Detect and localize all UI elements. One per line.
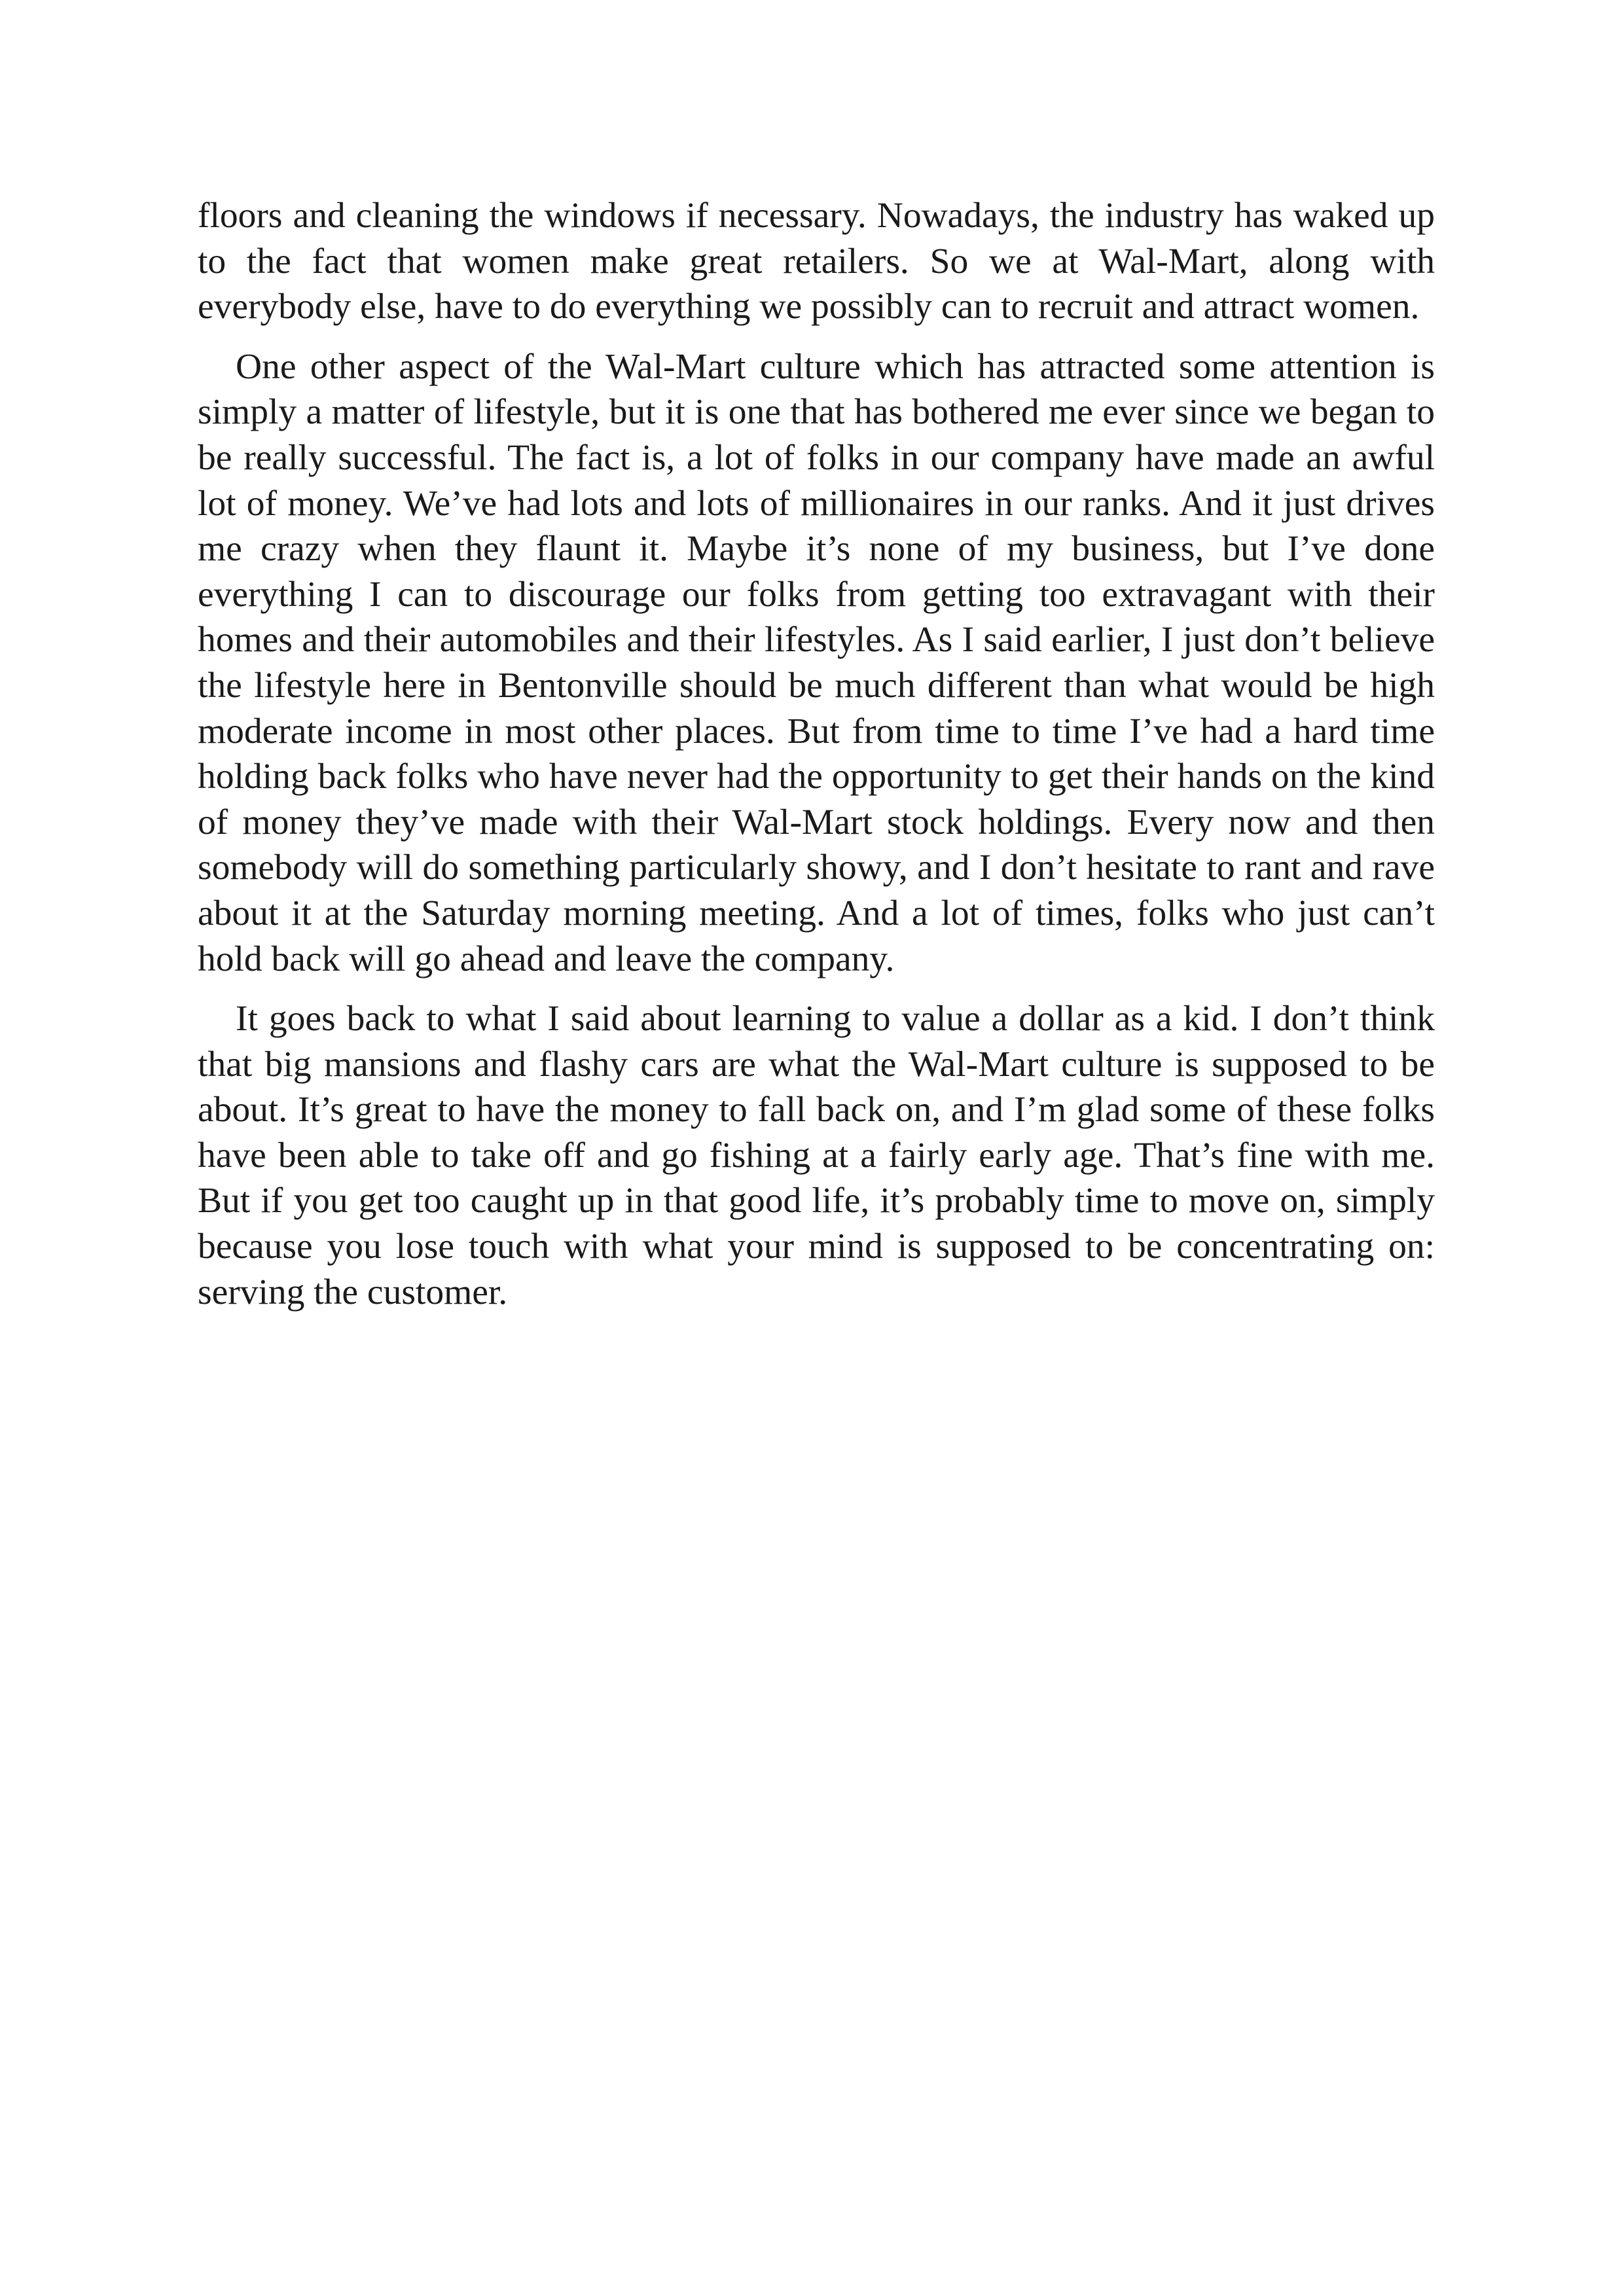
paragraph-continued: floors and cleaning the windows if necessary. Nowadays, the industry has waked up to the fact that women make great retailers. So we at Wal-Mart, along with everybody else, have to do everything we possibly can to recruit and attract women. — [198, 196, 1435, 327]
body-text — [198, 193, 1435, 1329]
paragraph-lifestyle: One other aspect of the Wal-Mart culture which has attracted some attention is simply a matter of lifestyle, but it is one that has bothered me ever since we began to be really successful. The fact is, a lot of folks in our company have made an awful lot of money. We’ve had lots and lots of millionaires in our ranks. And it just drives me crazy when they flaunt it. Maybe it’s none of my business, but I’ve done everything I can to discourage our folks from getting too extravagant with their homes and their automobiles and their lifestyles. As I said earlier, I just don’t believe the lifestyle here in Bentonville should be much different than what would be high moderate income in most other places. But from time to time I’ve had a hard time holding back folks who have never had the opportunity to get their hands on the kind of money they’ve made with their Wal-Mart stock holdings. Every now and then somebody will do something particularly showy, and I don’t hesitate to rant and rave about it at the Saturday morning meeting. And a lot of times, folks who just can’t hold back will go ahead and leave the company. — [198, 346, 1435, 979]
paragraph-value-dollar: It goes back to what I said about learning to value a dollar as a kid. I don’t think that big mansions and flashy cars are what the Wal-Mart culture is supposed to be about. It’s great to have the money to fall back on, and I’m glad some of these folks have been able to take off and go fishing at a fairly early age. That’s fine with me. But if you get too caught up in that good life, it’s probably time to move on, simply because you lose touch with what your mind is supposed to be concentrating on: serving the customer. — [198, 999, 1435, 1312]
